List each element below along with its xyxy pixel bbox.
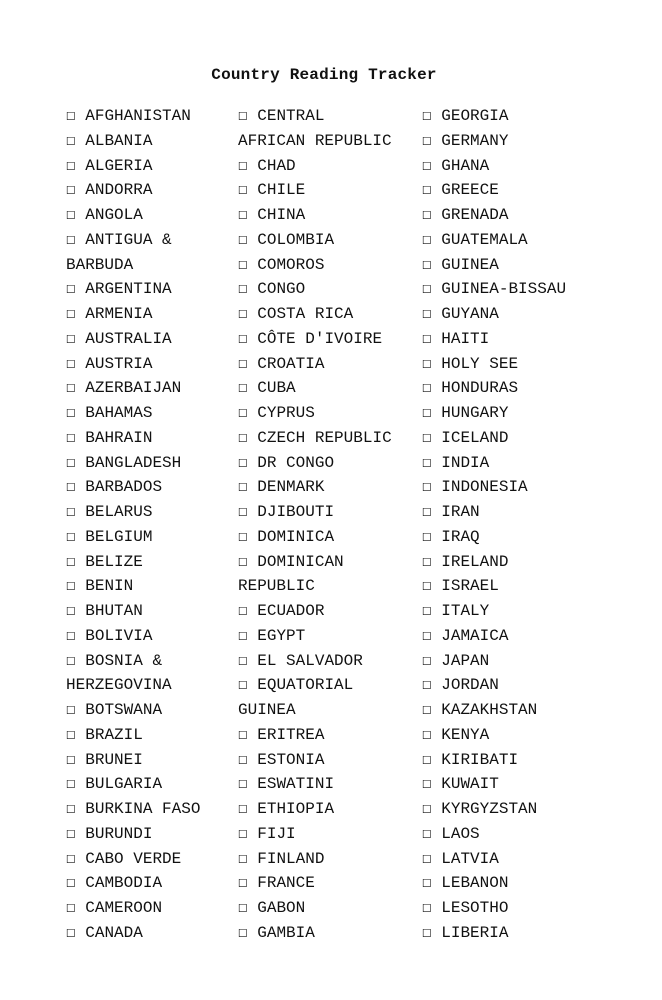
checkbox-icon[interactable]: ☐ [238,255,248,274]
checkbox-icon[interactable]: ☐ [422,577,432,596]
country-name: CAMBODIA [75,874,163,893]
country-name: GUINEA-BISSAU [431,280,567,299]
checklist-item[interactable] [422,451,602,476]
checkbox-icon[interactable]: ☐ [422,750,432,769]
country-name: JAMAICA [431,626,509,645]
checkbox-icon[interactable]: ☐ [66,577,76,596]
checklist-item[interactable] [238,921,420,946]
country-name: EQUATORIAL GUINEA [238,676,354,719]
checklist-item[interactable] [238,896,420,921]
checkbox-icon[interactable]: ☐ [422,354,432,373]
country-name: CROATIA [247,354,325,373]
checklist-item[interactable] [238,500,420,525]
checkbox-icon[interactable]: ☐ [422,527,432,546]
country-name: INDIA [431,453,490,472]
checklist-item[interactable] [238,847,420,872]
country-name: CHILE [247,181,306,200]
checklist-item[interactable] [238,797,420,822]
checklist-item[interactable] [66,921,234,946]
checkbox-icon[interactable]: ☐ [422,701,432,719]
country-name: BURUNDI [75,824,153,843]
checklist-item[interactable] [238,376,420,401]
checklist-item[interactable] [422,649,602,674]
country-name: KYRGYZSTAN [431,800,538,818]
checklist-item[interactable] [422,203,602,228]
checklist-item[interactable] [238,599,420,624]
checklist-item[interactable] [66,475,234,500]
checkbox-icon[interactable]: ☐ [238,329,248,348]
checklist-item[interactable] [422,673,602,698]
checklist-item[interactable] [422,129,602,154]
checkbox-icon[interactable]: ☐ [238,503,248,521]
checkbox-icon[interactable]: ☐ [238,899,248,917]
country-name: ICELAND [431,428,509,447]
country-name: GABON [247,899,306,917]
checkbox-icon[interactable]: ☐ [66,626,76,645]
checklist-item[interactable] [422,228,602,253]
checkbox-icon[interactable]: ☐ [66,503,76,521]
checkbox-icon[interactable]: ☐ [66,181,76,200]
country-name: BOLIVIA [75,626,153,645]
checkbox-icon[interactable]: ☐ [66,899,76,917]
checklist-item[interactable] [422,178,602,203]
country-name: KAZAKHSTAN [431,701,538,719]
checklist-item[interactable] [422,426,602,451]
checklist-item[interactable] [66,129,234,154]
checkbox-icon[interactable]: ☐ [238,676,248,695]
country-name: EL SALVADOR [247,651,363,670]
checklist-item[interactable] [238,871,420,896]
checkbox-icon[interactable]: ☐ [422,626,432,645]
checkbox-icon[interactable]: ☐ [238,849,248,868]
checkbox-icon[interactable]: ☐ [422,800,432,818]
checklist-item[interactable] [422,698,602,723]
checkbox-icon[interactable]: ☐ [238,230,248,249]
checklist-item[interactable] [66,327,234,352]
country-name: ANDORRA [75,181,153,200]
checkbox-icon[interactable]: ☐ [66,354,76,373]
country-name: EGYPT [247,626,306,645]
checkbox-icon[interactable]: ☐ [238,428,248,447]
country-name: GREECE [431,181,499,200]
checklist-item[interactable] [66,896,234,921]
checkbox-icon[interactable]: ☐ [422,305,432,323]
country-name: BULGARIA [75,775,163,794]
checklist-item[interactable] [238,253,420,278]
country-name: AUSTRALIA [75,329,172,348]
checklist-item[interactable] [238,822,420,847]
checklist-item[interactable] [66,599,234,624]
country-name: BRAZIL [75,725,143,744]
checkbox-icon[interactable]: ☐ [422,503,432,521]
checklist-item[interactable] [422,525,602,550]
checkbox-icon[interactable]: ☐ [422,923,432,942]
checklist-item[interactable] [422,154,602,179]
checkbox-icon[interactable]: ☐ [422,602,432,620]
country-column-2 [238,104,420,946]
country-column-3 [422,104,602,946]
checklist-item[interactable] [66,550,234,575]
country-name: KENYA [431,725,490,744]
checklist-item[interactable] [66,104,234,129]
checkbox-icon[interactable]: ☐ [66,800,76,818]
checklist-item[interactable] [238,327,420,352]
country-name: BELARUS [75,503,153,521]
checkbox-icon[interactable]: ☐ [422,824,432,843]
country-name: COMOROS [247,255,325,274]
country-name: LAOS [431,824,480,843]
checklist-item[interactable] [66,847,234,872]
country-name: CYPRUS [247,404,315,422]
checkbox-icon[interactable]: ☐ [422,899,432,917]
checkbox-icon[interactable]: ☐ [66,874,76,893]
checkbox-icon[interactable]: ☐ [422,181,432,200]
country-name: DENMARK [247,478,325,497]
checkbox-icon[interactable]: ☐ [238,874,248,893]
checkbox-icon[interactable]: ☐ [66,379,76,398]
checklist-item[interactable] [66,748,234,773]
checklist-item[interactable] [66,797,234,822]
checkbox-icon[interactable]: ☐ [422,428,432,447]
checkbox-icon[interactable]: ☐ [422,404,432,422]
country-name: BOSNIA & HERZEGOVINA [66,651,172,695]
checkbox-icon[interactable]: ☐ [422,651,432,670]
checklist-item[interactable] [66,574,234,599]
country-name: GUINEA [431,255,499,274]
country-name: ERITREA [247,725,325,744]
country-name: CONGO [247,280,306,299]
checkbox-icon[interactable]: ☐ [422,478,432,497]
country-name: ITALY [431,602,490,620]
checkbox-icon[interactable]: ☐ [238,725,248,744]
country-name: GHANA [431,156,490,175]
checkbox-icon[interactable]: ☐ [238,750,248,769]
checkbox-icon[interactable]: ☐ [422,775,432,794]
checklist-item[interactable] [238,748,420,773]
checkbox-icon[interactable]: ☐ [66,404,76,422]
checklist-item[interactable] [238,277,420,302]
checkbox-icon[interactable]: ☐ [422,453,432,472]
checklist-item[interactable] [66,376,234,401]
checklist-item[interactable] [238,649,420,674]
country-name: CANADA [75,923,143,942]
checkbox-icon[interactable]: ☐ [238,107,248,125]
checklist-item[interactable] [422,352,602,377]
country-name: BRUNEI [75,750,143,769]
checklist-item[interactable] [422,871,602,896]
checklist-item[interactable] [238,525,420,550]
checklist-item[interactable] [422,277,602,302]
country-name: JORDAN [431,676,499,695]
country-name: HUNGARY [431,404,509,422]
checkbox-icon[interactable]: ☐ [66,280,76,299]
country-name: INDONESIA [431,478,528,497]
country-name: DR CONGO [247,453,335,472]
checkbox-icon[interactable]: ☐ [66,428,76,447]
checklist-item[interactable] [238,178,420,203]
checklist-item[interactable] [66,649,234,699]
country-name: IRAN [431,503,480,521]
country-name: AUSTRIA [75,354,153,373]
checklist-item[interactable] [422,723,602,748]
checklist-item[interactable] [238,228,420,253]
country-name: GERMANY [431,131,509,150]
checklist-item[interactable] [238,104,420,154]
checkbox-icon[interactable]: ☐ [238,800,248,818]
checkbox-icon[interactable]: ☐ [66,701,76,719]
country-name: IRELAND [431,552,509,571]
country-name: LIBERIA [431,923,509,942]
country-name: ESTONIA [247,750,325,769]
checkbox-icon[interactable]: ☐ [66,230,76,249]
checkbox-icon[interactable]: ☐ [422,280,432,299]
country-name: AZERBAIJAN [75,379,182,398]
checkbox-icon[interactable]: ☐ [66,131,76,150]
country-name: FINLAND [247,849,325,868]
country-name: BOTSWANA [75,701,163,719]
checkbox-icon[interactable]: ☐ [66,602,76,620]
checklist-item[interactable] [238,401,420,426]
checkbox-icon[interactable]: ☐ [422,874,432,893]
checkbox-icon[interactable]: ☐ [238,775,248,794]
checklist-item[interactable] [66,822,234,847]
checklist-item[interactable] [238,475,420,500]
country-name: KIRIBATI [431,750,519,769]
checkbox-icon[interactable]: ☐ [422,379,432,398]
checkbox-icon[interactable]: ☐ [238,552,248,571]
checkbox-icon[interactable]: ☐ [238,156,248,175]
checkbox-icon[interactable]: ☐ [66,107,76,125]
country-name: ARGENTINA [75,280,172,299]
checkbox-icon[interactable]: ☐ [66,725,76,744]
checklist-item[interactable] [238,426,420,451]
checklist-item[interactable] [422,475,602,500]
checkbox-icon[interactable]: ☐ [66,552,76,571]
country-name: ANTIGUA & BARBUDA [66,230,172,274]
country-name: COSTA RICA [247,305,354,323]
checklist-item[interactable] [238,203,420,228]
checkbox-icon[interactable]: ☐ [238,181,248,200]
checklist-item[interactable] [238,550,420,600]
checkbox-icon[interactable]: ☐ [422,552,432,571]
checklist-item[interactable] [238,772,420,797]
checklist-item[interactable] [66,352,234,377]
checkbox-icon[interactable]: ☐ [422,255,432,274]
country-name: FIJI [247,824,296,843]
checkbox-icon[interactable]: ☐ [238,404,248,422]
checkbox-icon[interactable]: ☐ [238,453,248,472]
checklist-item[interactable] [422,302,602,327]
country-name: ALGERIA [75,156,153,175]
checklist-item[interactable] [422,574,602,599]
checklist-item[interactable] [422,822,602,847]
checklist-item[interactable] [66,302,234,327]
country-name: DJIBOUTI [247,503,335,521]
country-name: BANGLADESH [75,453,182,472]
country-name: HAITI [431,329,490,348]
country-name: BELGIUM [75,527,153,546]
country-columns [0,104,662,964]
checklist-item[interactable] [422,847,602,872]
checklist-item[interactable] [66,871,234,896]
country-name: LATVIA [431,849,499,868]
country-name: ALBANIA [75,131,153,150]
checkbox-icon[interactable]: ☐ [422,131,432,150]
country-name: HONDURAS [431,379,519,398]
checklist-item[interactable] [422,327,602,352]
country-name: GUATEMALA [431,230,528,249]
checkbox-icon[interactable]: ☐ [66,329,76,348]
checkbox-icon[interactable]: ☐ [422,107,432,125]
country-name: BELIZE [75,552,143,571]
country-name: CENTRAL AFRICAN REPUBLIC [238,107,392,150]
checklist-item[interactable] [66,277,234,302]
checklist-item[interactable] [66,154,234,179]
country-name: AFGHANISTAN [75,107,191,125]
country-name: KUWAIT [431,775,499,794]
checklist-item[interactable] [422,376,602,401]
country-column-1 [66,104,234,946]
country-name: GUYANA [431,305,499,323]
checklist-item[interactable] [66,178,234,203]
checkbox-icon[interactable]: ☐ [422,849,432,868]
checklist-item[interactable] [422,401,602,426]
country-name: GAMBIA [247,923,315,942]
checklist-item[interactable] [66,772,234,797]
country-name: CHINA [247,206,306,224]
checklist-item[interactable] [66,525,234,550]
checkbox-icon[interactable]: ☐ [66,923,76,942]
country-name: CHAD [247,156,296,175]
checkbox-icon[interactable]: ☐ [238,651,248,670]
checkbox-icon[interactable]: ☐ [422,329,432,348]
country-name: ISRAEL [431,577,499,596]
country-name: JAPAN [431,651,490,670]
checklist-item[interactable] [66,698,234,723]
country-name: ESWATINI [247,775,335,794]
checkbox-icon[interactable]: ☐ [66,156,76,175]
checkbox-icon[interactable]: ☐ [238,626,248,645]
checkbox-icon[interactable]: ☐ [238,923,248,942]
checklist-item[interactable] [238,723,420,748]
country-name: LEBANON [431,874,509,893]
country-name: GRENADA [431,206,509,224]
country-name: COLOMBIA [247,230,335,249]
checkbox-icon[interactable]: ☐ [238,280,248,299]
checkbox-icon[interactable]: ☐ [422,156,432,175]
checklist-item[interactable] [422,748,602,773]
country-name: GEORGIA [431,107,509,125]
checklist-item[interactable] [66,401,234,426]
checklist-item[interactable] [66,723,234,748]
page-title: Country Reading Tracker [211,66,437,84]
country-name: CZECH REPUBLIC [247,428,392,447]
checklist-item[interactable] [238,154,420,179]
checklist-item[interactable] [238,302,420,327]
checklist-item[interactable] [66,624,234,649]
country-name: FRANCE [247,874,315,893]
checkbox-icon[interactable]: ☐ [66,750,76,769]
country-name: ECUADOR [247,602,325,620]
checklist-item[interactable] [66,228,234,278]
checklist-item[interactable] [422,797,602,822]
country-name: ANGOLA [75,206,143,224]
country-name: BARBADOS [75,478,163,497]
checklist-item[interactable] [422,253,602,278]
checkbox-icon[interactable]: ☐ [238,206,248,224]
checkbox-icon[interactable]: ☐ [238,379,248,398]
checkbox-icon[interactable]: ☐ [66,824,76,843]
checklist-item[interactable] [66,500,234,525]
checklist-item[interactable] [422,500,602,525]
checkbox-icon[interactable]: ☐ [66,206,76,224]
checklist-item[interactable] [66,451,234,476]
checklist-item[interactable] [238,451,420,476]
checkbox-icon[interactable]: ☐ [238,527,248,546]
checkbox-icon[interactable]: ☐ [422,725,432,744]
checkbox-icon[interactable]: ☐ [66,651,76,670]
checkbox-icon[interactable]: ☐ [66,305,76,323]
country-name: CABO VERDE [75,849,182,868]
checkbox-icon[interactable]: ☐ [238,602,248,620]
checklist-item[interactable] [422,772,602,797]
country-name: CAMEROON [75,899,163,917]
country-name: LESOTHO [431,899,509,917]
checkbox-icon[interactable]: ☐ [422,230,432,249]
country-name: ETHIOPIA [247,800,335,818]
checkbox-icon[interactable]: ☐ [66,775,76,794]
checkbox-icon[interactable]: ☐ [66,849,76,868]
country-name: CUBA [247,379,296,398]
checkbox-icon[interactable]: ☐ [238,305,248,323]
checklist-item[interactable] [238,624,420,649]
country-name: BAHRAIN [75,428,153,447]
checklist-item[interactable] [66,426,234,451]
checkbox-icon[interactable]: ☐ [422,676,432,695]
country-name: BHUTAN [75,602,143,620]
checklist-item[interactable] [422,550,602,575]
checklist-item[interactable] [422,104,602,129]
checklist-item[interactable] [422,896,602,921]
country-name: CÔTE D'IVOIRE [247,329,383,348]
country-name: BAHAMAS [75,404,153,422]
checkbox-icon[interactable]: ☐ [422,206,432,224]
checkbox-icon[interactable]: ☐ [238,478,248,497]
country-name: DOMINICA [247,527,335,546]
checkbox-icon[interactable]: ☐ [66,527,76,546]
checkbox-icon[interactable]: ☐ [66,478,76,497]
country-name: BENIN [75,577,134,596]
checkbox-icon[interactable]: ☐ [238,354,248,373]
checklist-item[interactable] [422,921,602,946]
country-name: IRAQ [431,527,480,546]
checklist-item[interactable] [66,203,234,228]
checkbox-icon[interactable]: ☐ [238,824,248,843]
country-name: ARMENIA [75,305,153,323]
checklist-item[interactable] [422,624,602,649]
checklist-item[interactable] [238,673,420,723]
country-name: HOLY SEE [431,354,519,373]
country-name: BURKINA FASO [75,800,201,818]
checklist-item[interactable] [238,352,420,377]
checklist-item[interactable] [422,599,602,624]
checkbox-icon[interactable]: ☐ [66,453,76,472]
country-name: DOMINICAN REPUBLIC [238,552,344,596]
